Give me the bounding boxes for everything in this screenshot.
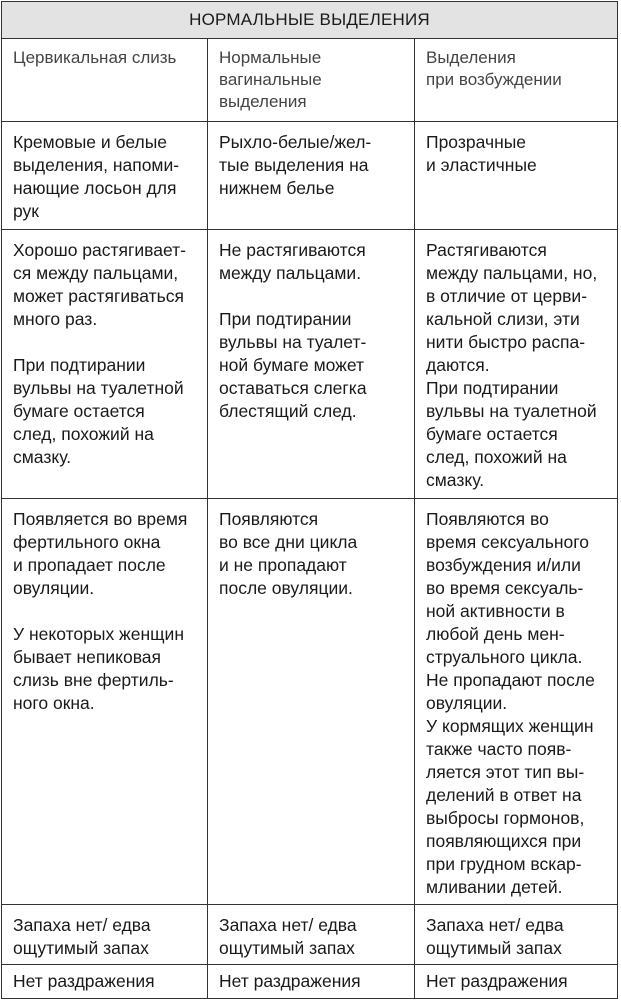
table-cell — [2, 230, 208, 498]
table-cell — [415, 905, 617, 964]
table-cell — [208, 230, 415, 498]
table-row — [2, 965, 617, 998]
table-row — [2, 905, 617, 965]
table-cell — [208, 122, 415, 229]
table-cell — [208, 499, 415, 904]
table-row — [2, 499, 617, 905]
header-normal-discharge — [208, 39, 415, 121]
header-text: Выделения при возбуждении — [426, 48, 562, 89]
cell-text: Появляется во время фертильного окна и пропадает после овуляции. — [13, 509, 188, 598]
cell-text: Хорошо растягивает- ся между пальцами, может растягиваться много раз. — [13, 240, 187, 329]
table-cell — [415, 122, 617, 229]
table-cell — [415, 230, 617, 498]
header-row — [2, 39, 617, 122]
table-cell — [2, 499, 208, 904]
cell-text: При подтирании вульвы на туалет- ной бумаге может оставаться слегка блестящий след. — [219, 309, 367, 421]
cell-text: Кремовые и белые выделения, напоми- нающие лосьон для рук — [13, 132, 180, 221]
table-cell — [2, 122, 208, 229]
cell-text: Запаха нет/ едва ощутимый запах — [219, 915, 357, 958]
cell-text: При подтирании вульвы на туалетной бумаге остается след, похожий на смазку. — [13, 355, 184, 467]
table-cell — [415, 499, 617, 904]
table-title: НОРМАЛЬНЫЕ ВЫДЕЛЕНИЯ — [2, 2, 617, 39]
header-text: Цервикальная слизь — [13, 48, 177, 67]
table-cell — [415, 965, 617, 998]
table-row — [2, 230, 617, 499]
cell-text: Запаха нет/ едва ощутимый запах — [13, 915, 151, 958]
header-cervical-mucus — [2, 39, 208, 121]
table-cell — [208, 905, 415, 964]
cell-text: Рыхло-белые/жел- тые выделения на нижнем белье — [219, 132, 372, 198]
cell-text: Не растягиваются между пальцами. — [219, 240, 366, 283]
cell-text: Прозрачные и эластичные — [426, 132, 537, 175]
cell-text: Появляются во все дни цикла и не пропадают после овуляции. — [219, 509, 358, 598]
cell-text: Нет раздражения — [219, 971, 361, 991]
table-cell — [2, 905, 208, 964]
header-text: Нормальные вагинальные выделения — [219, 48, 322, 111]
cell-text: Появляются во время сексуального возбуждения и/или во время сексуаль- ной активности в любой день мен- струального цикла. Не пропадают после овуляции. У кормящих женщин также часто появ- ляется этот тип вы- делений в ответ на выбросы гормонов, появляющихся при при грудном вскар- мливании детей. — [426, 509, 595, 897]
cell-text: Растягиваются между пальцами, но, в отличие от церви- кальной слизи, эти нити быстро распа- даются. При подтирании вульвы на туалетной бумаге остается след, похожий на смазку. — [426, 240, 598, 490]
table-cell — [2, 965, 208, 998]
table-row — [2, 122, 617, 230]
discharge-table — [1, 1, 618, 999]
table-cell — [208, 965, 415, 998]
header-arousal-discharge — [415, 39, 617, 121]
cell-text: У некоторых женщин бывает непиковая слизь вне фертиль- ного окна. — [13, 624, 184, 713]
cell-text: Нет раздражения — [13, 971, 155, 991]
cell-text: Нет раздражения — [426, 971, 568, 991]
cell-text: Запаха нет/ едва ощутимый запах — [426, 915, 564, 958]
